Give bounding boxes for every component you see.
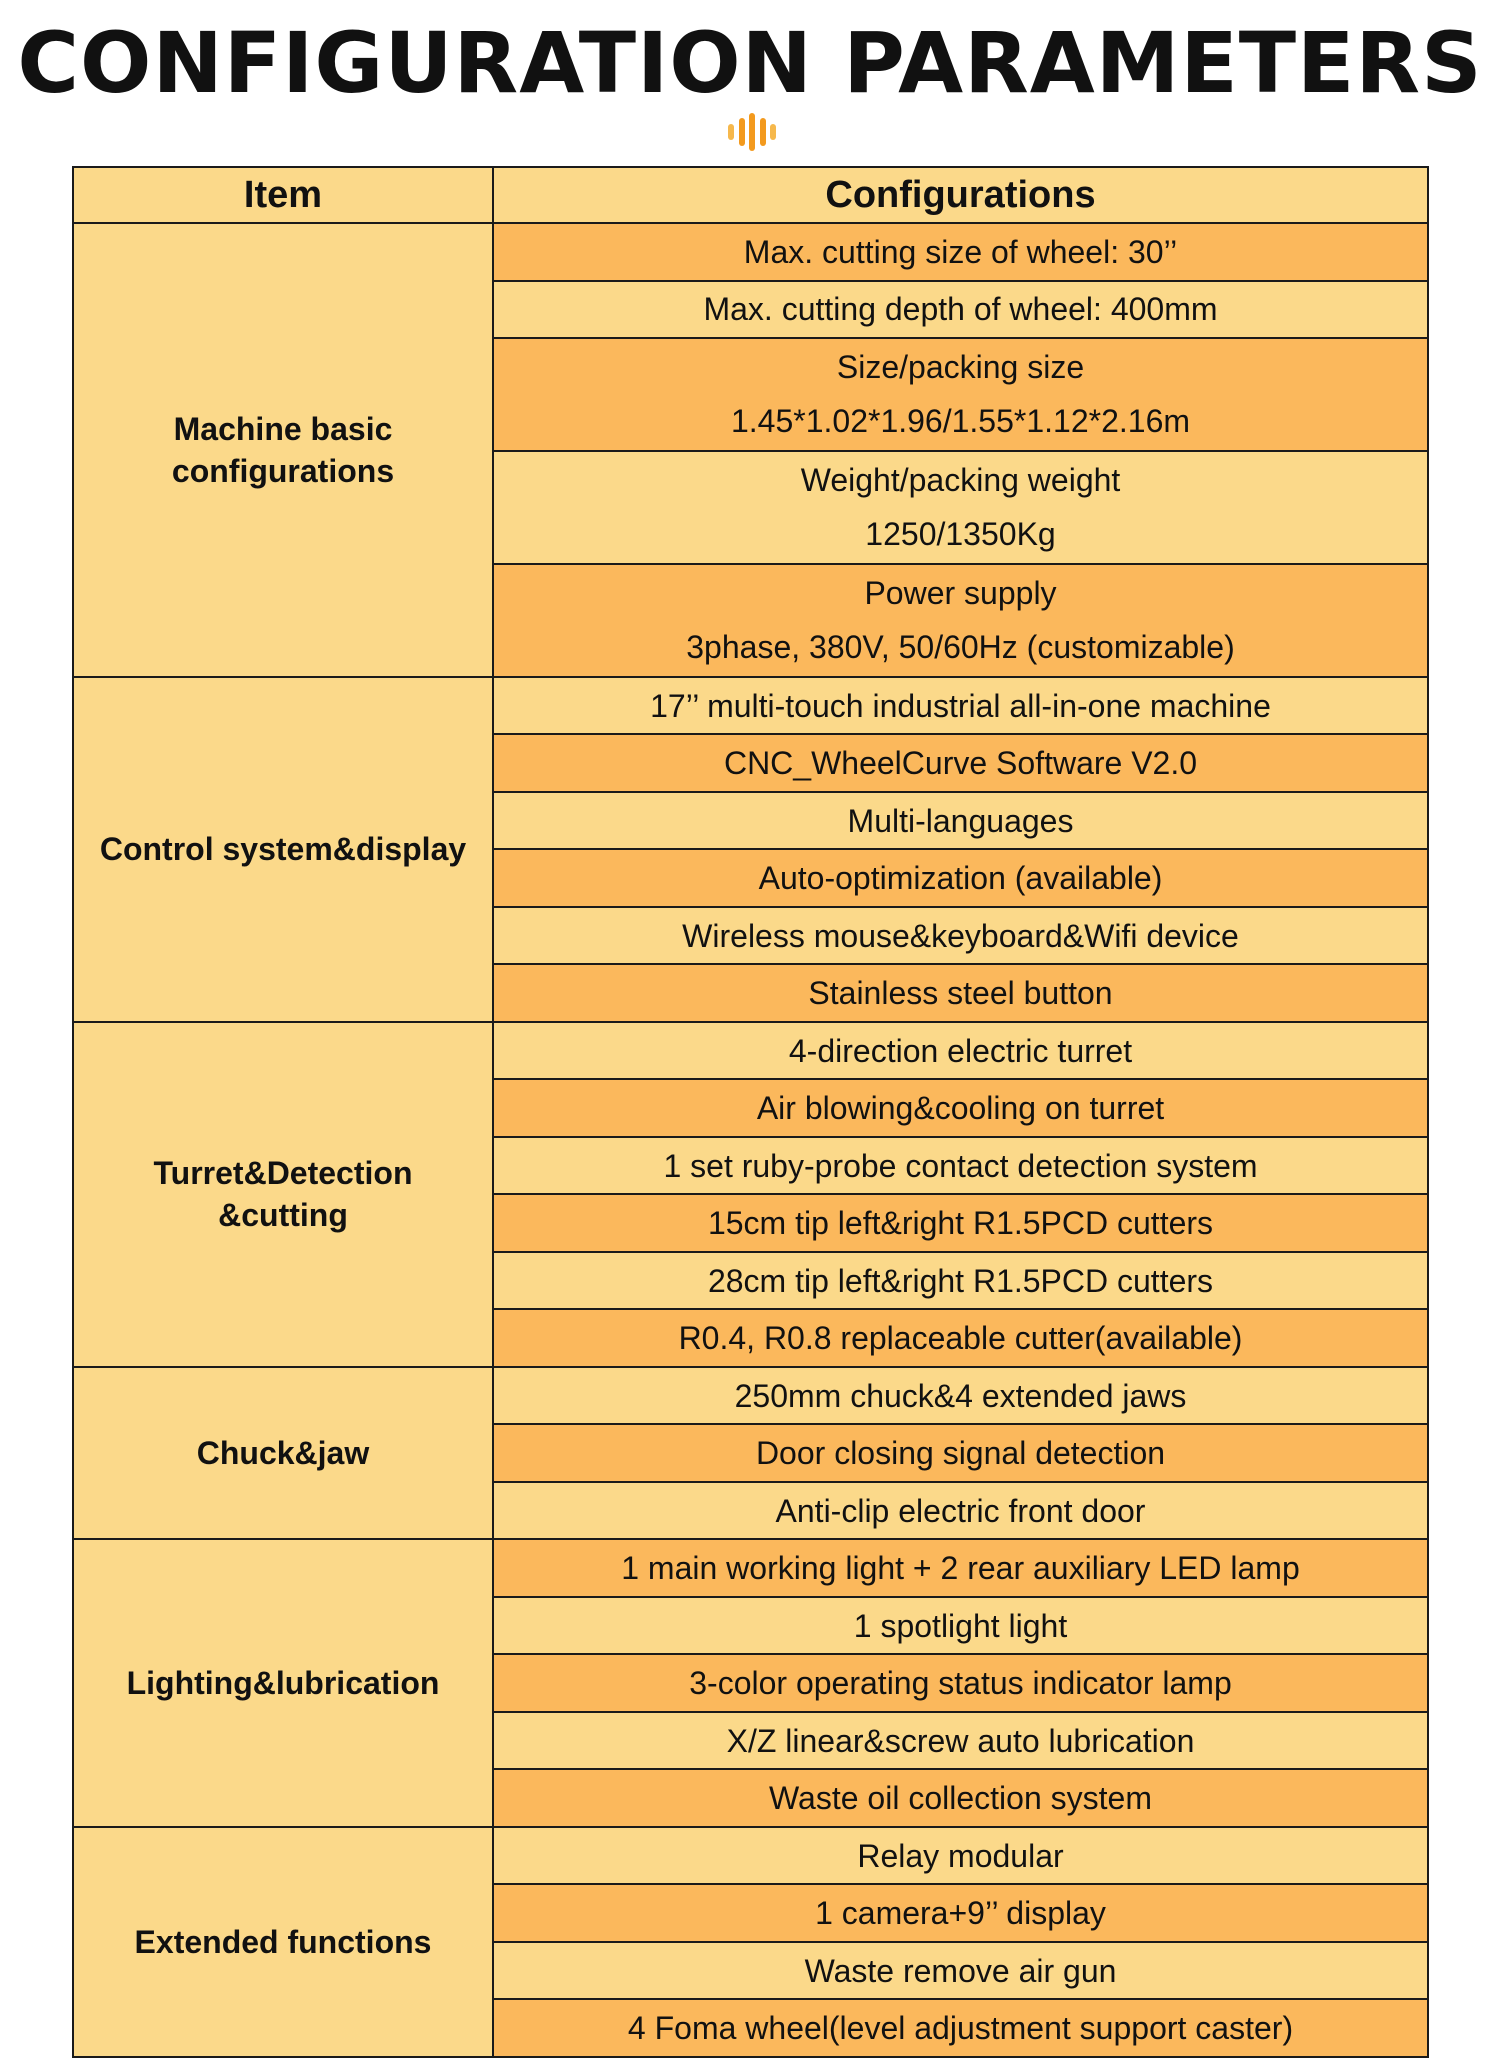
config-cell xyxy=(493,1769,1428,1827)
category-cell xyxy=(73,1022,493,1367)
config-value: 1 main working light + 2 rear auxiliary LED lamp xyxy=(621,1550,1300,1587)
category-cell xyxy=(73,677,493,1022)
config-value: Door closing signal detection xyxy=(755,1435,1166,1472)
equalizer-icon xyxy=(728,112,776,152)
config-value: Stainless steel button xyxy=(808,975,1113,1012)
table-row xyxy=(73,1022,1428,1080)
config-value: 28cm tip left&right R1.5PCD cutters xyxy=(707,1262,1214,1299)
config-value: Weight/packing weight xyxy=(800,462,1121,499)
config-value: Power supply xyxy=(864,575,1057,612)
config-table-body xyxy=(73,223,1428,2057)
config-cell xyxy=(493,1309,1428,1367)
config-cell xyxy=(493,907,1428,965)
config-cell xyxy=(493,1654,1428,1712)
header-configurations: Configurations xyxy=(493,167,1428,223)
config-value: Max. cutting depth of wheel: 400mm xyxy=(703,291,1218,328)
config-value: 1250/1350Kg xyxy=(865,516,1056,553)
config-value: 250mm chuck&4 extended jaws xyxy=(734,1377,1187,1414)
config-cell xyxy=(493,1539,1428,1597)
config-value: 3-color operating status indicator lamp xyxy=(689,1665,1232,1702)
config-cell xyxy=(493,964,1428,1022)
config-table xyxy=(72,166,1429,2058)
config-value: 1 spotlight light xyxy=(853,1607,1068,1644)
category-label: configurations xyxy=(171,452,395,489)
config-cell xyxy=(493,1137,1428,1195)
config-value: 1 set ruby-probe contact detection system xyxy=(663,1147,1258,1184)
category-label: Extended functions xyxy=(134,1923,432,1960)
config-value: 3phase, 380V, 50/60Hz (customizable) xyxy=(686,629,1235,666)
config-cell xyxy=(493,451,1428,564)
config-cell xyxy=(493,1884,1428,1942)
config-value: Anti-clip electric front door xyxy=(775,1492,1146,1529)
header-row xyxy=(73,167,1428,223)
config-value: Size/packing size xyxy=(836,349,1085,386)
category-label: Control system&display xyxy=(99,831,467,868)
config-cell xyxy=(493,1482,1428,1540)
config-value: R0.4, R0.8 replaceable cutter(available) xyxy=(678,1320,1243,1357)
config-value: Wireless mouse&keyboard&Wifi device xyxy=(682,917,1239,954)
config-value: 1.45*1.02*1.96/1.55*1.12*2.16m xyxy=(730,403,1191,440)
config-value: X/Z linear&screw auto lubrication xyxy=(726,1722,1195,1759)
config-value: Waste oil collection system xyxy=(769,1780,1152,1817)
table-row xyxy=(73,677,1428,735)
table-row xyxy=(73,1367,1428,1425)
config-value: Multi-languages xyxy=(847,802,1074,839)
config-cell xyxy=(493,1827,1428,1885)
config-cell xyxy=(493,1022,1428,1080)
category-label: Machine basic xyxy=(173,410,393,447)
table-row xyxy=(73,223,1428,281)
config-cell xyxy=(493,223,1428,281)
config-cell xyxy=(493,677,1428,735)
config-value: Air blowing&cooling on turret xyxy=(756,1090,1165,1127)
config-cell xyxy=(493,734,1428,792)
config-cell xyxy=(493,1424,1428,1482)
category-cell xyxy=(73,1827,493,2057)
category-label: &cutting xyxy=(218,1197,348,1234)
config-cell xyxy=(493,1712,1428,1770)
page-title: CONFIGURATION PARAMETERS xyxy=(17,14,1483,112)
config-cell xyxy=(493,338,1428,451)
config-cell xyxy=(493,792,1428,850)
config-value: 15cm tip left&right R1.5PCD cutters xyxy=(707,1205,1214,1242)
config-value: 4 Foma wheel(level adjustment support caster) xyxy=(627,2010,1294,2047)
category-cell xyxy=(73,1539,493,1827)
category-label: Chuck&jaw xyxy=(196,1435,370,1472)
header-item: Item xyxy=(73,167,493,223)
config-value: CNC_WheelCurve Software V2.0 xyxy=(723,745,1198,782)
config-value: 4-direction electric turret xyxy=(788,1032,1133,1069)
config-cell xyxy=(493,1597,1428,1655)
config-value: Waste remove air gun xyxy=(804,1952,1117,1989)
config-cell xyxy=(493,849,1428,907)
config-value: Auto-optimization (available) xyxy=(758,860,1163,897)
table-row xyxy=(73,1539,1428,1597)
config-cell xyxy=(493,1999,1428,2057)
category-label: Lighting&lubrication xyxy=(126,1665,440,1702)
config-value: Max. cutting size of wheel: 30’’ xyxy=(743,233,1178,270)
category-cell xyxy=(73,1367,493,1540)
config-value: Relay modular xyxy=(857,1837,1064,1874)
config-cell xyxy=(493,1252,1428,1310)
table-row xyxy=(73,1827,1428,1885)
category-cell xyxy=(73,223,493,677)
config-cell xyxy=(493,281,1428,339)
config-cell xyxy=(493,1079,1428,1137)
config-value: 17’’ multi-touch industrial all-in-one machine xyxy=(650,687,1271,724)
category-label: Turret&Detection xyxy=(153,1155,413,1192)
config-cell xyxy=(493,1942,1428,2000)
config-value: 1 camera+9’’ display xyxy=(815,1895,1106,1932)
config-cell xyxy=(493,1367,1428,1425)
config-cell xyxy=(493,1194,1428,1252)
config-cell xyxy=(493,564,1428,677)
